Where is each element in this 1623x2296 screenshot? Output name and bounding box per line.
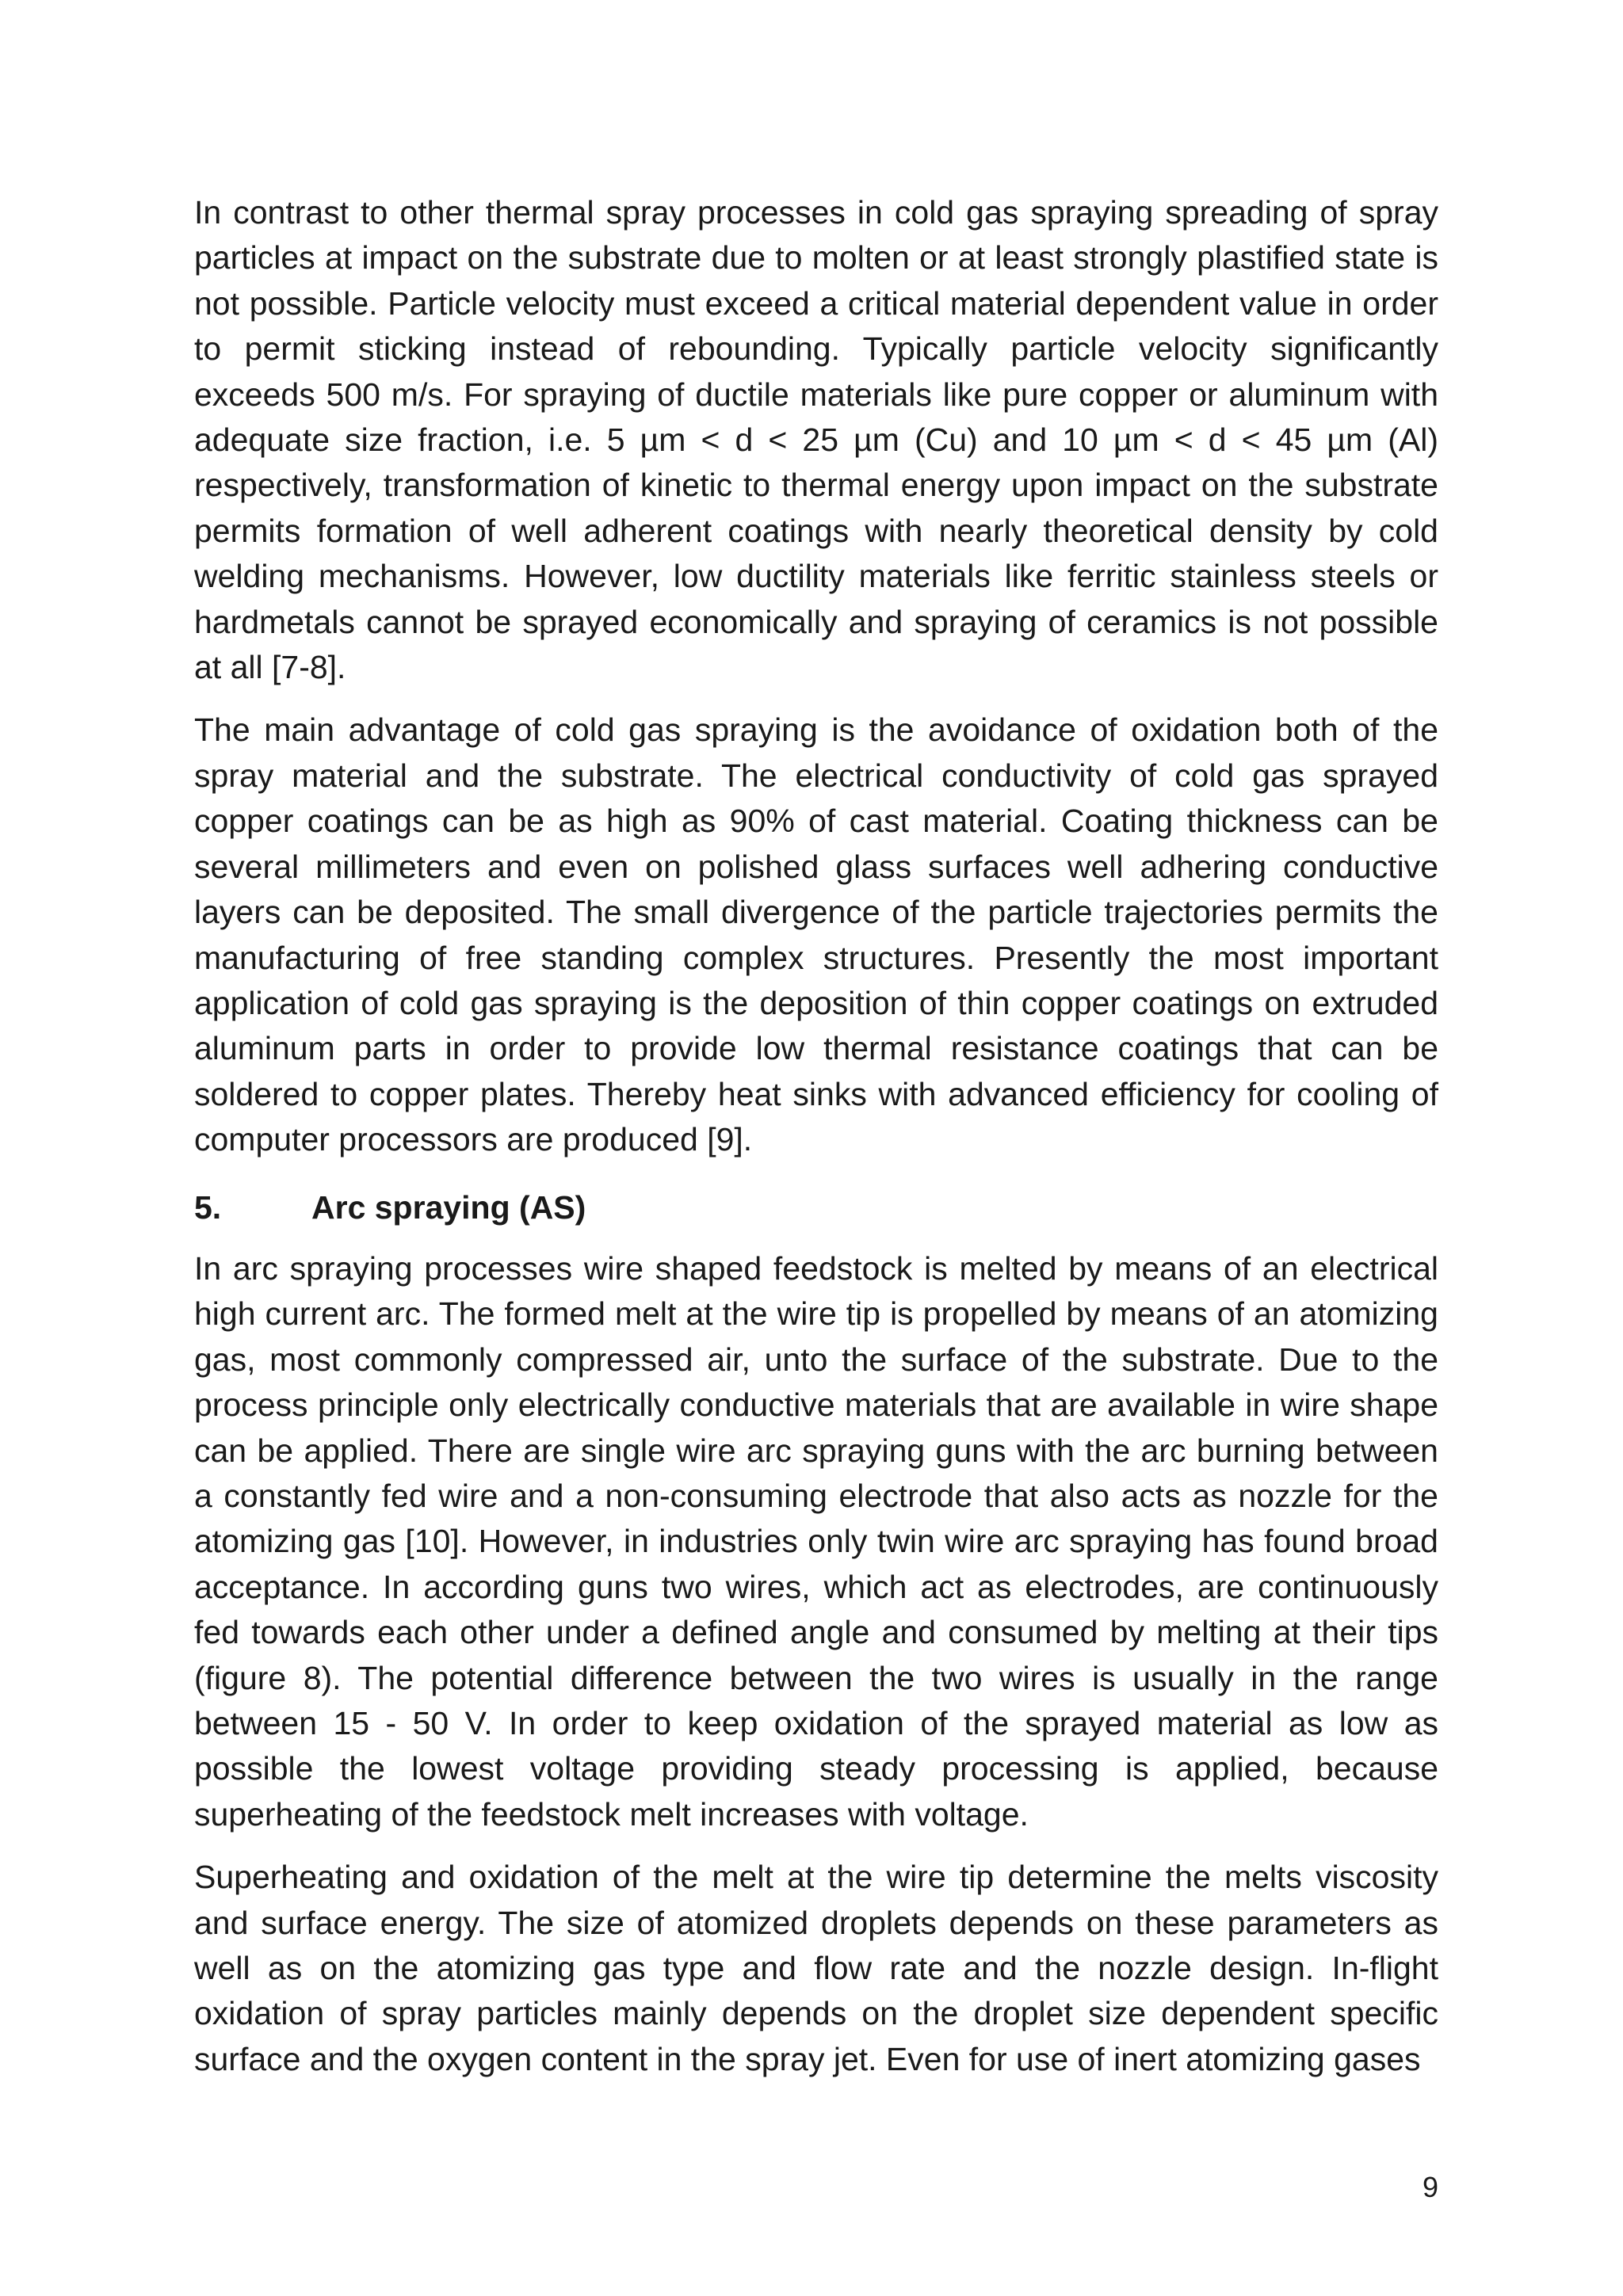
paragraph-cold-gas-impact: In contrast to other thermal spray processes in cold gas spraying spreading of spray particles at impact on the substrate due to molten or at least strongly plastified state is not possible. Particle velocity must exceed a critical material dependent value in order to permit sticking instead of rebounding. Typically particle velocity significantly exceeds 500 m/s. For spraying of ductile materials like pure copper or aluminum with adequate size fraction, i.e. 5 µm < d < 25 µm (Cu) and 10 µm < d < 45 µm (Al) respectively, transformation of kinetic to thermal energy upon impact on the substrate permits formation of well adherent coatings with nearly theoretical density by cold welding mechanisms. However, low ductility materials like ferritic stainless steels or hardmetals cannot be sprayed economically and spraying of ceramics is not possible at all [7-8]. xyxy=(194,194,1438,686)
paragraph-arc-spraying-oxidation: Superheating and oxidation of the melt at the wire tip determine the melts viscosity and surface energy. The size of atomized droplets depends on these parameters as well as on the atomizing gas type and flow rate and the nozzle design. In-flight oxidation of spray particles mainly depends on the droplet size dependent specific surface and the oxygen content in the spray jet. Even for use of inert atomizing gases xyxy=(194,1859,1438,2077)
section-title: Arc spraying (AS) xyxy=(311,1188,586,1226)
paragraph-cold-gas-advantages: The main advantage of cold gas spraying is the avoidance of oxidation both of the spray material and the substrate. The electrical conductivity of cold gas sprayed copper coatings can be as high as 90% of cast material. Coating thickness can be several millimeters and even on polished glass surfaces well adhering conductive layers can be deposited. The small divergence of the particle trajectories permits the manufacturing of free standing complex structures. Presently the most important application of cold gas spraying is the deposition of thin copper coatings on extruded aluminum parts in order to provide low thermal resistance coatings that can be soldered to copper plates. Thereby heat sinks with advanced efficiency for cooling of computer processors are produced [9]. xyxy=(194,711,1438,1158)
page-content xyxy=(194,190,1438,2100)
section-heading xyxy=(194,1185,1438,1230)
section-number: 5. xyxy=(194,1188,222,1226)
page-number: 9 xyxy=(1422,2171,1438,2203)
paragraph-arc-spraying-process: In arc spraying processes wire shaped feedstock is melted by means of an electrical high current arc. The formed melt at the wire tip is propelled by means of an atomizing gas, most commonly compressed air, unto the surface of the substrate. Due to the process principle only electrically conductive materials that are available in wire shape can be applied. There are single wire arc spraying guns with the arc burning between a constantly fed wire and a non-consuming electrode that also acts as nozzle for the atomizing gas [10]. However, in industries only twin wire arc spraying has found broad acceptance. In according guns two wires, which act as electrodes, are continuously fed towards each other under a defined angle and consumed by melting at their tips (figure 8). The potential difference between the two wires is usually in the range between 15 - 50 V. In order to keep oxidation of the sprayed material as low as possible the lowest voltage providing steady processing is applied, because superheating of the feedstock melt increases with voltage. xyxy=(194,1249,1438,1833)
